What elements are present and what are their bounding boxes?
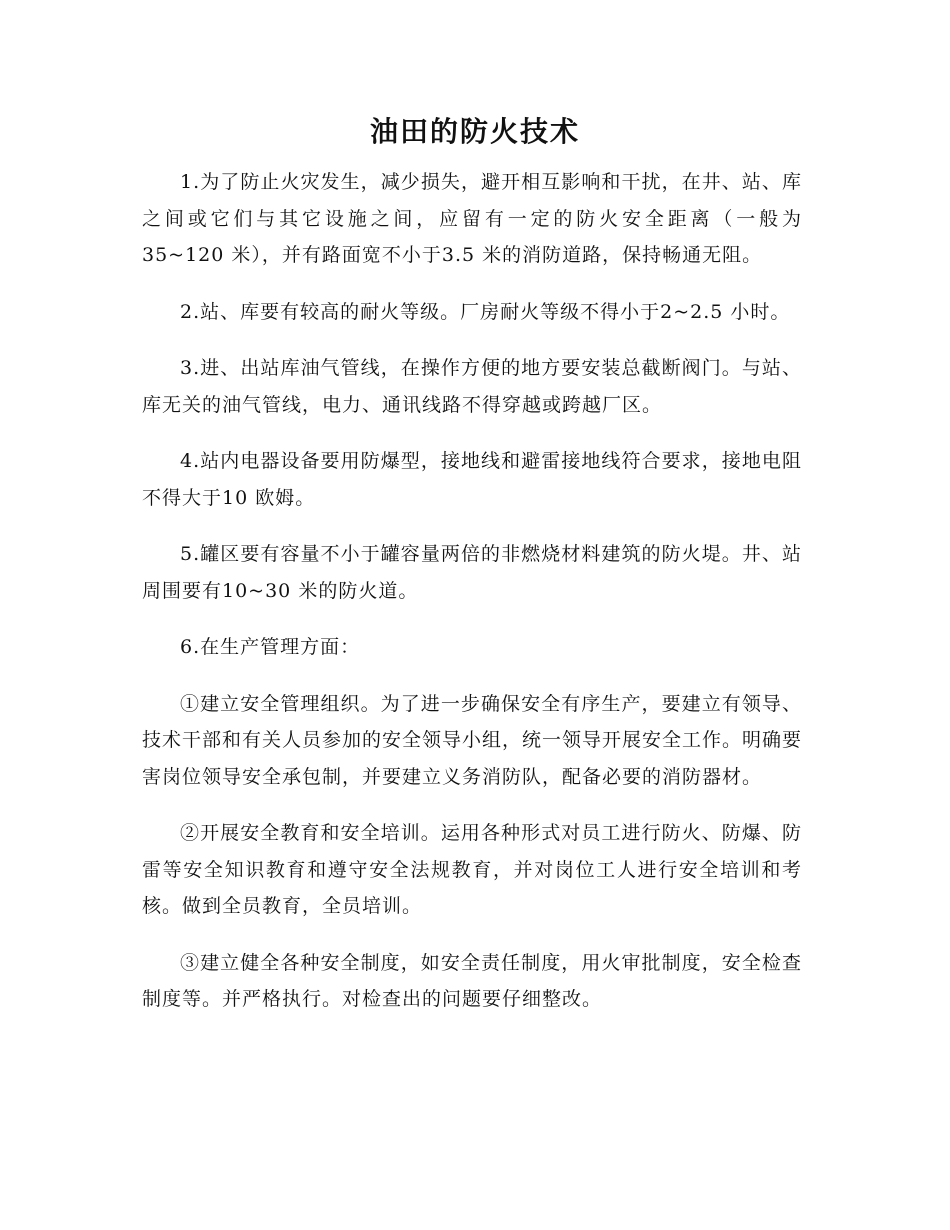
paragraph-6-1: ①建立安全管理组织。为了进一步确保安全有序生产，要建立有领导、技术干部和有关人员参加的安全领导小组，统一领导开展安全工作。明确要害岗位领导安全承包制，并要建立义务消防队，配备必要的消防器材。 <box>142 692 803 788</box>
paragraph-3: 3.进、出站库油气管线，在操作方便的地方要安装总截断阀门。与站、库无关的油气管线，电力、通讯线路不得穿越或跨越厂区。 <box>142 357 802 416</box>
paragraph-4: 4.站内电器设备要用防爆型，接地线和避雷接地线符合要求，接地电阻不得大于10 欧姆。 <box>142 450 802 509</box>
document-body <box>142 164 802 1038</box>
paragraph-6-3: ③建立健全各种安全制度，如安全责任制度，用火审批制度，安全检查制度等。并严格执行。对检查出的问题要仔细整改。 <box>142 951 802 1010</box>
paragraph-5: 5.罐区要有容量不小于罐容量两倍的非燃烧材料建筑的防火堤。井、站周围要有10~30 米的防火道。 <box>142 543 802 602</box>
paragraph-6-2: ②开展安全教育和安全培训。运用各种形式对员工进行防火、防爆、防雷等安全知识教育和遵守安全法规教育，并对岗位工人进行安全培训和考核。做到全员教育，全员培训。 <box>142 822 802 917</box>
paragraph-6: 6.在生产管理方面： <box>180 636 361 658</box>
paragraph-1: 1.为了防止火灾发生，减少损失，避开相互影响和干扰，在井、站、库之间或它们与其它设施之间，应留有一定的防火安全距离（一般为35~120 米），并有路面宽不小于3.5 米的消防道路，保持畅通无阻。 <box>142 171 802 266</box>
document-title: 油田的防火技术 <box>369 115 580 148</box>
paragraph-2: 2.站、库要有较高的耐火等级。厂房耐火等级不得小于2~2.5 小时。 <box>180 300 791 323</box>
